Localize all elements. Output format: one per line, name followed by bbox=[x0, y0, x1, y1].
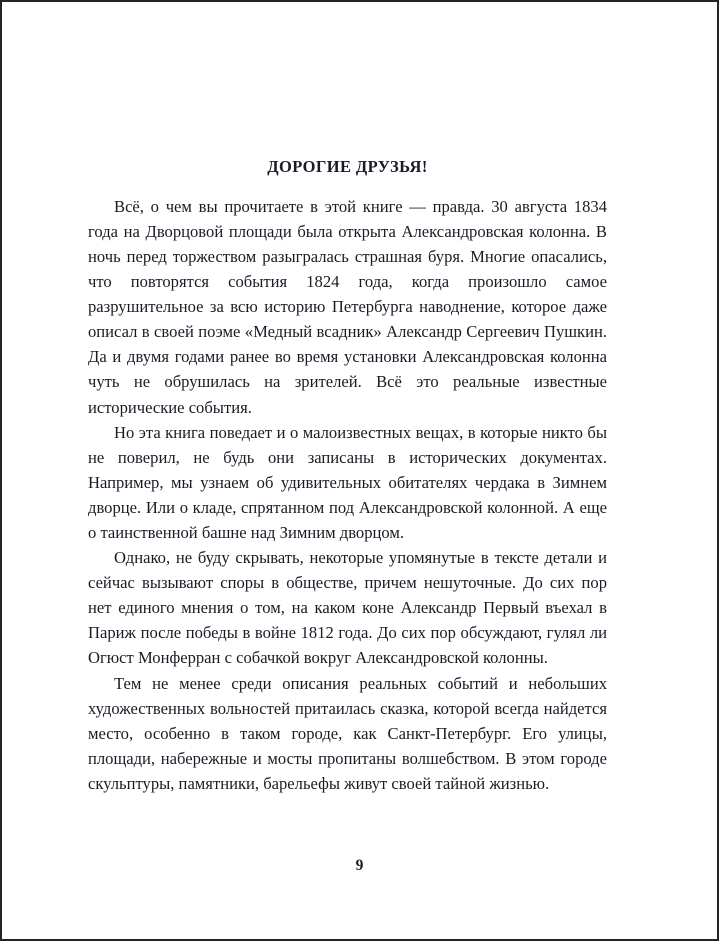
body-paragraph: Но эта книга поведает и о малоизвестных вещах, в которые никто бы не поверил, не будь они записаны в исторических документах. Например, мы узнаем об удивительных обитателях чердака в Зимнем дворце. Или о кладе, спрятанном под Александровской колонной. А еще о таинственной башне над Зимним дворцом. bbox=[88, 422, 607, 543]
body-paragraph: Однако, не буду скрывать, некоторые упомянутые в тексте детали и сейчас вызывают споры в обществе, причем нешуточные. До сих пор нет единого мнения о том, на каком коне Александр Первый въехал в Париж после победы в войне 1812 года. До сих пор обсуждают, гулял ли Огюст Монферран с собачкой вокруг Александровской колонны. bbox=[88, 548, 607, 668]
body-paragraph: Тем не менее среди описания реальных событий и небольших художественных вольностей притаилась сказка, которой всегда найдется место, особенно в таком городе, как Санкт-Петербург. Его улицы, площади, набережные и мосты пропитаны волшебством. В этом городе скульптуры, памятники, барельефы живут своей тайной жизнью. bbox=[88, 673, 607, 793]
page-number: 9 bbox=[355, 857, 364, 874]
body-paragraph: Всё, о чем вы прочитаете в этой книге — правда. 30 августа 1834 года на Дворцовой площади была открыта Александровская колонна. В ночь перед торжеством разыгралась страшная буря. Многие опасались, что повторятся события 1824 года, когда произошло самое разрушительное за всю историю Петербурга наводнение, которое даже описал в своей поэме «Медный всадник» Александр Сергеевич Пушкин. Да и двумя годами ранее во время установки Александровская колонна чуть не обрушилась на зрителей. Всё это реальные известные исторические события. bbox=[88, 196, 607, 417]
page-title: ДОРОГИЕ ДРУЗЬЯ! bbox=[267, 157, 428, 176]
page-text-block bbox=[88, 157, 607, 796]
